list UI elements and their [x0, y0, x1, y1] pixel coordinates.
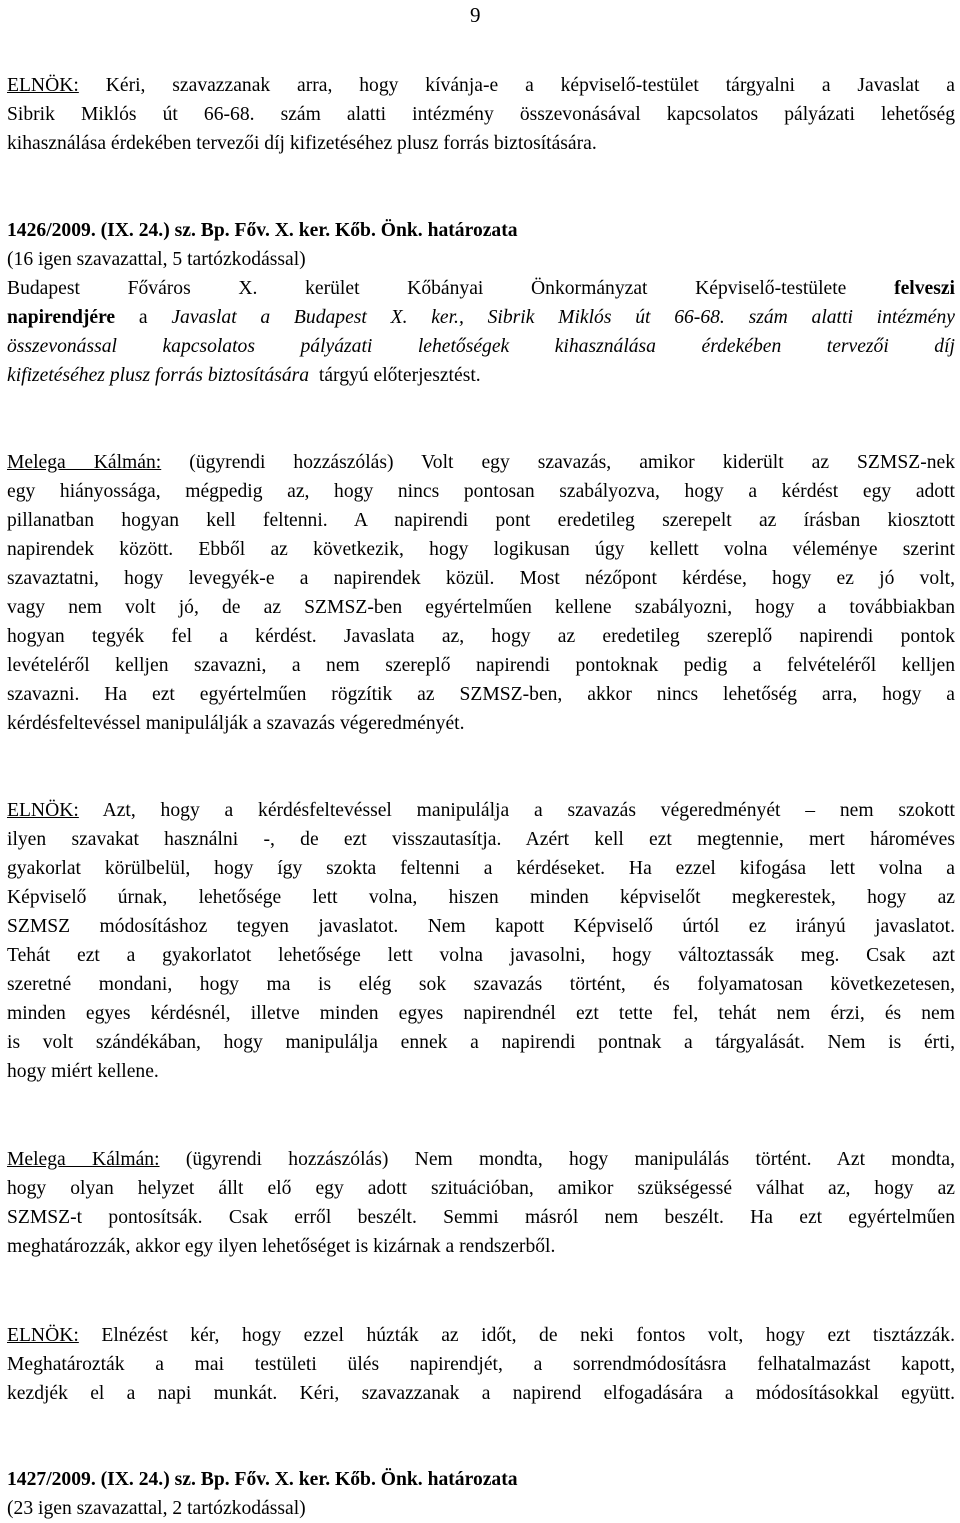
- chair-paragraph-3: [7, 1321, 955, 1408]
- text-line: szeretné mondani, hogy ma is elég sok szavazás történt, és folyamatosan következetesen,: [7, 974, 955, 995]
- text-line: levételéről kelljen szavazni, a nem szereplő napirendi pontoknak pedig a felvételéről kelljen: [7, 655, 955, 676]
- text-line: is volt szándékában, hogy manipulálja ennek a napirendi pontnak a tárgyalását. Nem is érti,: [7, 1032, 955, 1053]
- italic-text: kifizetéséhez plusz forrás biztosítására: [7, 365, 310, 386]
- text-line: hogy olyan helyzet állt elő egy adott szituációban, amikor szükségessé válhat az, hogy az: [7, 1178, 955, 1199]
- speaker-label: Melega Kálmán:: [7, 452, 162, 473]
- text-line: Képviselő úrnak, lehetősége lett volna, hiszen minden képviselőt megkerestek, hogy az: [7, 887, 955, 908]
- text-line: [7, 303, 955, 332]
- melega-paragraph-1: [7, 448, 955, 738]
- text-line: összevonással kapcsolatos pályázati lehetőségek kihasználása érdekében tervezői díj: [7, 336, 955, 357]
- resolution-1426: [7, 216, 955, 390]
- text-line: szavaztatni, hogy levegyék-e a napirendek közül. Most nézőpont kérdése, hogy ez jó volt,: [7, 568, 955, 589]
- text-line: gyakorlat körülbelül, hogy így szokta feltenni a kérdéseket. Ha ezzel kifogása lett volna a: [7, 858, 955, 879]
- line-text: (ügyrendi hozzászólás) Volt egy szavazás, amikor kiderült az SZMSZ-nek: [189, 452, 956, 473]
- speaker-label: Melega Kálmán:: [7, 1149, 160, 1170]
- bold-text: napirendjére: [7, 307, 116, 328]
- text-line: [7, 448, 955, 477]
- text-line: hogyan tegyék fel a kérdést. Javaslata az, hogy az eredetileg szereplő napirendi pontok: [7, 626, 955, 647]
- text-line: minden egyes kérdésnél, illetve minden egyes napirendnél ezt tette fel, tehát nem érzi, és nem: [7, 1003, 955, 1024]
- line-text: Budapest Főváros X. kerület Kőbányai Önkormányzat Képviselő-testülete: [7, 278, 847, 299]
- resolution-title: 1426/2009. (IX. 24.) sz. Bp. Főv. X. ker. Kőb. Önk. határozata: [7, 220, 518, 241]
- text-line: kérdésfeltevéssel manipulálják a szavazás végeredményét.: [7, 713, 465, 734]
- line-text: (ügyrendi hozzászólás) Nem mondta, hogy manipulálás történt. Azt mondta,: [185, 1149, 955, 1170]
- page-number: 9: [470, 3, 481, 27]
- text-line: [7, 1321, 955, 1350]
- text-line: SZMSZ módosításhoz tegyen javaslatot. Nem kapott Képviselő úrtól ez irányú javaslatot.: [7, 916, 955, 937]
- chair-paragraph-1: [7, 71, 955, 158]
- text-line: kihasználása érdekében tervezői díj kifizetéséhez plusz forrás biztosítására.: [7, 133, 597, 154]
- line-text: Azt, hogy a kérdésfeltevéssel manipulálja a szavazás végeredményét – nem szokott: [102, 800, 955, 821]
- text-line: SZMSZ-t pontosítsák. Csak erről beszélt. Semmi másról nem beszélt. Ha ezt egyértelműen: [7, 1207, 955, 1228]
- text-line: Meghatározták a mai testületi ülés napirendjét, a sorrendmódosításra felhatalmazást kapott,: [7, 1354, 955, 1375]
- bold-text: felveszi: [894, 278, 955, 299]
- line-text: tárgyú előterjesztést.: [318, 365, 481, 386]
- text-line: [7, 274, 955, 303]
- resolution-1427: [7, 1465, 955, 1523]
- italic-text: Javaslat a Budapest X. ker., Sibrik Miklós út 66-68. szám alatti intézmény: [171, 307, 955, 328]
- vote-count: (16 igen szavazattal, 5 tartózkodással): [7, 249, 306, 270]
- text-line: [7, 796, 955, 825]
- text-line: ilyen szavakat használni -, de ezt visszautasítja. Azért kell ezt megtennie, mert hároméves: [7, 829, 955, 850]
- text-line: napirendek között. Ebből az következik, hogy logikusan úgy kellett volna véleménye szerint: [7, 539, 955, 560]
- text-line: [7, 71, 955, 100]
- vote-count: (23 igen szavazattal, 2 tartózkodással): [7, 1498, 306, 1519]
- text-line: kezdjék el a napi munkát. Kéri, szavazzanak a napirend elfogadására a módosításokkal együtt.: [7, 1383, 955, 1404]
- speaker-label: ELNÖK:: [7, 800, 79, 821]
- line-text: a: [138, 307, 148, 328]
- resolution-title: 1427/2009. (IX. 24.) sz. Bp. Főv. X. ker. Kőb. Önk. határozata: [7, 1469, 518, 1490]
- text-line: meghatározzák, akkor egy ilyen lehetőséget is kizárnak a rendszerből.: [7, 1236, 556, 1257]
- line-text: Elnézést kér, hogy ezzel húzták az időt, de neki fontos volt, hogy ezt tisztázzák.: [101, 1325, 955, 1346]
- chair-paragraph-2: [7, 796, 955, 1086]
- text-line: vagy nem volt jó, de az SZMSZ-ben egyértelműen kellene szabályozni, hogy a továbbiakban: [7, 597, 955, 618]
- text-line: [7, 361, 955, 390]
- melega-paragraph-2: [7, 1145, 955, 1261]
- speaker-label: ELNÖK:: [7, 75, 79, 96]
- text-line: hogy miért kellene.: [7, 1061, 159, 1082]
- text-line: [7, 1145, 955, 1174]
- speaker-label: ELNÖK:: [7, 1325, 79, 1346]
- line-text: Kéri, szavazzanak arra, hogy kívánja-e a képviselő-testület tárgyalni a Javaslat a: [105, 75, 955, 96]
- text-line: pillanatban hogyan kell feltenni. A napirendi pont eredetileg szerepelt az írásban kiosztott: [7, 510, 955, 531]
- text-line: Tehát ezt a gyakorlatot lehetősége lett volna javasolni, hogy változtassák meg. Csak azt: [7, 945, 955, 966]
- text-line: szavazni. Ha ezt egyértelműen rögzítik az SZMSZ-ben, akkor nincs lehetőség arra, hogy a: [7, 684, 955, 705]
- text-line: egy hiányossága, mégpedig az, hogy nincs pontosan szabályozva, hogy a kérdést egy adott: [7, 481, 955, 502]
- text-line: Sibrik Miklós út 66-68. szám alatti intézmény összevonásával kapcsolatos pályázati lehetőség: [7, 104, 955, 125]
